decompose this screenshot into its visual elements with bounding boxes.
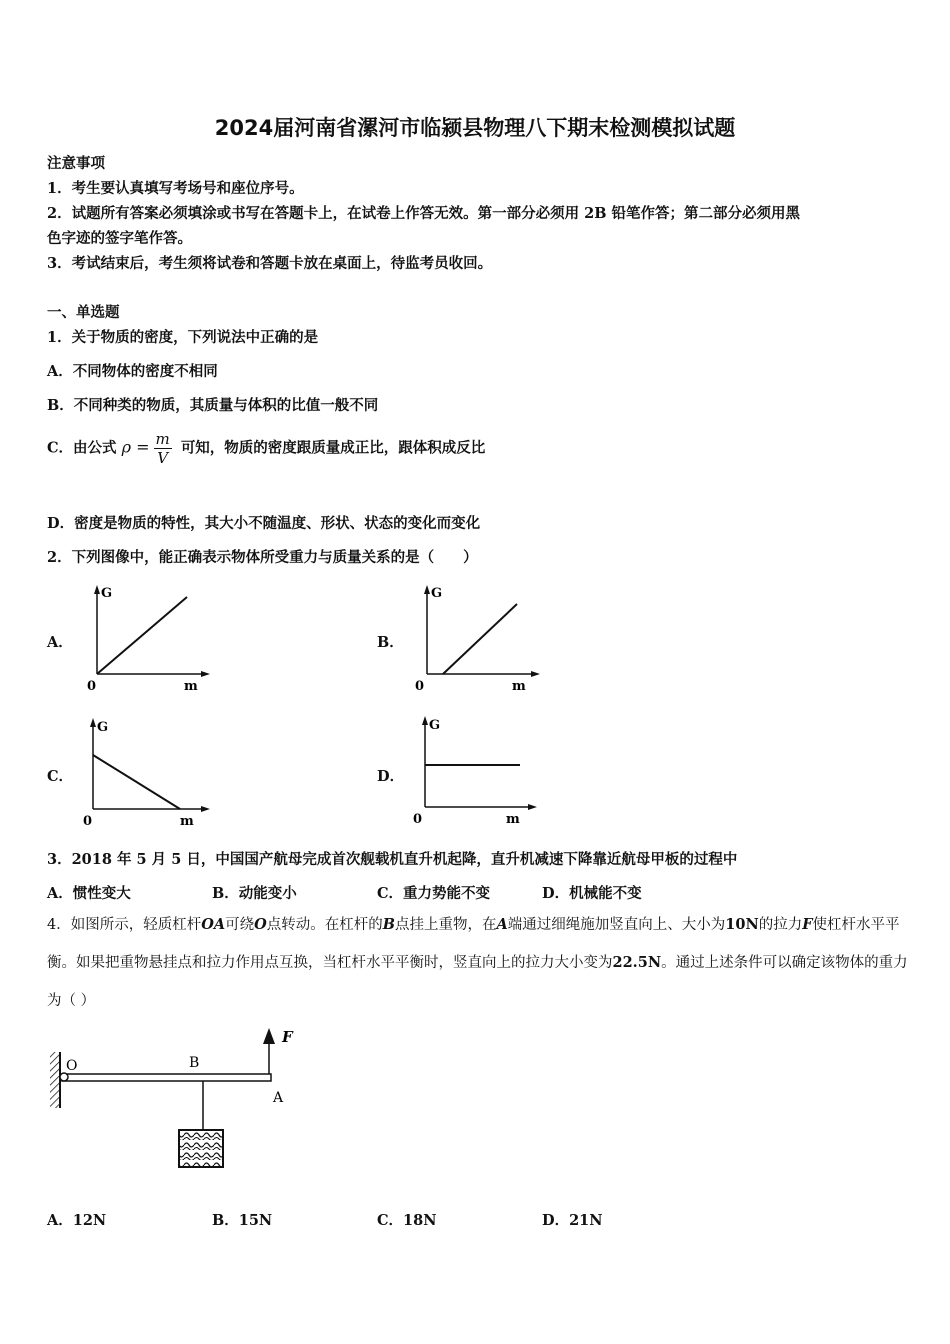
notice-item-3: 3．考试结束后，考生须将试卷和答题卡放在桌面上，待监考员收回。 — [47, 255, 493, 272]
formula-numerator: m — [155, 430, 170, 448]
graph-b — [410, 582, 540, 694]
graph-d-x-label: m — [506, 812, 520, 827]
graph-c-y-arrow — [90, 718, 96, 727]
graph-c-y-label: G — [97, 720, 109, 735]
graph-c-x-label: m — [180, 814, 194, 829]
graph-a-line — [97, 597, 187, 674]
graph-c-line — [93, 755, 180, 809]
graph-b-x-label: m — [512, 679, 526, 694]
q4-text-6: 的拉力 — [758, 917, 803, 933]
graph-d-y-label: G — [429, 718, 441, 733]
q3-option-a: A．惯性变大 — [47, 885, 131, 902]
graph-a-y-label: G — [101, 586, 113, 601]
q3-option-b: B．动能变小 — [212, 885, 297, 902]
formula-fraction — [154, 430, 172, 467]
q4-option-d: D．21N — [542, 1212, 603, 1229]
section-heading: 一、单选题 — [47, 304, 120, 321]
q2-label-a: A． — [47, 634, 73, 651]
q4-b: B — [382, 916, 396, 933]
q4-o: O — [254, 916, 267, 933]
q3-stem: 3．2018 年 5 月 5 日，中国国产航母完成首次舰载机直升机起降，直升机减速下降靠近航母甲板的过程中 — [47, 851, 738, 868]
graph-a-x-arrow — [201, 671, 210, 677]
q4-force-2: 22.5N — [612, 954, 662, 971]
notice-item-2: 2．试题所有答案必须填涂或书写在答题卡上，在试卷上作答无效。第一部分必须用 2B 铅笔作答；第二部分必须用黑 — [47, 205, 801, 222]
graph-b-y-arrow — [424, 585, 430, 594]
label-f: F — [282, 1028, 293, 1046]
q1-option-b: B．不同种类的物质，其质量与体积的比值一般不同 — [47, 397, 379, 414]
q4-text-3: 点转动。在杠杆的 — [266, 917, 383, 933]
q1-option-a: A．不同物体的密度不相同 — [47, 363, 218, 380]
q4-text-7: 使杠杆水平平衡。如果把重物悬挂点和拉力作用点互换，当杠杆水平平衡时，竖直向上的拉力大小变为 — [47, 917, 900, 971]
q1-option-d: D．密度是物质的特性，其大小不随温度、形状、状态的变化而变化 — [47, 515, 481, 532]
q4-force-1: 10N — [725, 916, 759, 933]
q4-option-c: C．18N — [377, 1212, 437, 1229]
graph-a-y-arrow — [94, 585, 100, 594]
q1-stem: 1．关于物质的密度，下列说法中正确的是 — [47, 329, 319, 346]
q1-option-c — [47, 430, 485, 467]
formula-rho: ρ = — [121, 437, 150, 457]
formula-denominator: V — [157, 449, 169, 467]
graph-b-y-label: G — [431, 586, 443, 601]
pivot — [60, 1073, 68, 1081]
q4-oa: OA — [201, 916, 226, 933]
graph-d-y-arrow — [422, 716, 428, 725]
notice-item-2-cont: 色字迹的签字笔作答。 — [47, 230, 192, 247]
graph-c-origin: 0 — [83, 814, 93, 829]
q4-text-8: 。通过上述条件可以确定该物体的重力为（ ） — [47, 955, 908, 1009]
graph-d — [407, 713, 537, 827]
q2-label-c: C． — [47, 768, 74, 785]
graph-a-origin: 0 — [87, 679, 97, 694]
q2-label-d: D． — [377, 768, 405, 785]
q4-text-1: 4．如图所示，轻质杠杆 — [47, 917, 202, 933]
label-a: A — [273, 1090, 284, 1106]
graph-d-origin: 0 — [413, 812, 423, 827]
q1-c-prefix: C．由公式 — [47, 439, 117, 457]
notice-item-1: 1．考生要认真填写考场号和座位序号。 — [47, 180, 304, 197]
q4-a: A — [496, 916, 508, 933]
graph-d-x-arrow — [528, 804, 537, 810]
q3-option-d: D．机械能不变 — [542, 885, 642, 902]
q4-text-5: 端通过细绳施加竖直向上、大小为 — [507, 917, 726, 933]
wall-hatch — [50, 1052, 60, 1108]
q4-text-4: 点挂上重物，在 — [395, 917, 497, 933]
q4-option-a: A．12N — [47, 1212, 107, 1229]
q2-stem: 2．下列图像中，能正确表示物体所受重力与质量关系的是（ ） — [47, 549, 478, 566]
graph-b-line — [443, 604, 517, 674]
graph-a — [80, 582, 210, 694]
q4-text-2: 可绕 — [225, 917, 255, 933]
q4-option-b: B．15N — [212, 1212, 273, 1229]
q2-label-b: B． — [377, 634, 404, 651]
graph-c-x-arrow — [201, 806, 210, 812]
graph-a-x-label: m — [184, 679, 198, 694]
lever-diagram — [44, 1020, 314, 1180]
q1-c-suffix: 可知，物质的密度跟质量成正比，跟体积成反比 — [180, 439, 486, 457]
lever-bar — [62, 1074, 271, 1081]
graph-c — [76, 715, 210, 829]
q3-option-c: C．重力势能不变 — [377, 885, 491, 902]
label-b: B — [189, 1055, 200, 1071]
label-o: O — [66, 1058, 78, 1074]
graph-b-x-arrow — [531, 671, 540, 677]
force-arrow-icon — [263, 1028, 275, 1044]
weight-block — [179, 1130, 223, 1167]
q4-f: F — [802, 916, 813, 933]
graph-b-origin: 0 — [415, 679, 425, 694]
q4-stem — [47, 906, 909, 1020]
notice-heading: 注意事项 — [47, 155, 105, 172]
page-title: 2024届河南省漯河市临颍县物理八下期末检测模拟试题 — [214, 116, 736, 140]
